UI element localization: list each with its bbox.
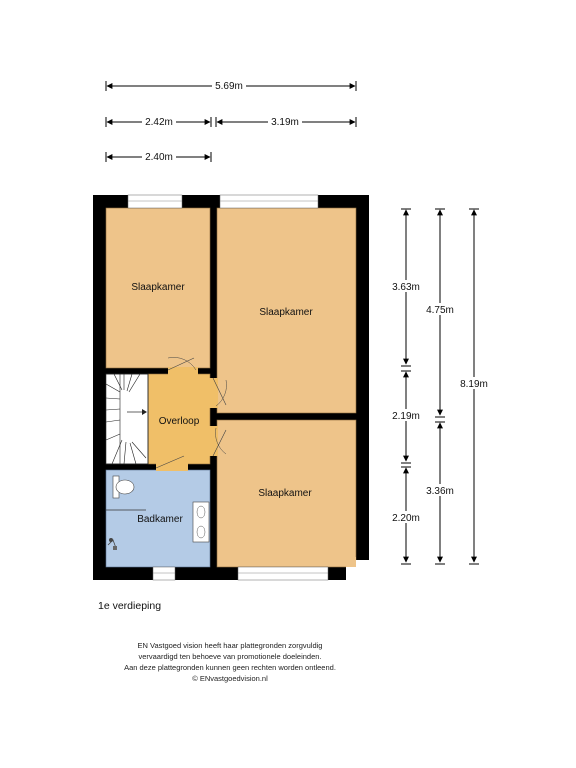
floor-name: 1e verdieping bbox=[98, 600, 162, 612]
room-label-bathroom: Badkamer bbox=[137, 514, 183, 525]
dim-label-right-a: 3.63m bbox=[392, 282, 420, 293]
window-top-left bbox=[128, 195, 182, 208]
dimension-right-total bbox=[457, 209, 491, 564]
dim-label-top-left: 2.42m bbox=[145, 117, 173, 128]
disclaimer-line-2: vervaardigd ten behoeve van promotionele doeleinden. bbox=[138, 652, 322, 661]
window-bottom-right bbox=[238, 567, 328, 580]
dim-label-right-b: 2.19m bbox=[392, 411, 420, 422]
disclaimer bbox=[0, 640, 460, 684]
disclaimer-line-4: © ENvastgoedvision.nl bbox=[192, 674, 268, 683]
dimension-top-right bbox=[216, 115, 356, 128]
dim-label-top-right: 3.19m bbox=[271, 117, 299, 128]
window-top-right bbox=[220, 195, 318, 208]
notch-floor bbox=[346, 557, 356, 567]
room-label-bedroom-top-right: Slaapkamer bbox=[259, 307, 313, 318]
room-label-bedroom-top-left: Slaapkamer bbox=[131, 282, 185, 293]
room-label-landing: Overloop bbox=[158, 416, 200, 427]
dimension-top-total bbox=[106, 79, 356, 92]
dimension-right-col2 bbox=[423, 209, 457, 564]
staircase bbox=[106, 374, 148, 464]
dimension-top-left bbox=[106, 115, 211, 128]
disclaimer-line-1: EN Vastgoed vision heeft haar plattegronden zorgvuldig bbox=[137, 641, 323, 650]
dimension-right-col1 bbox=[389, 209, 423, 564]
dim-label-right-c: 2.20m bbox=[392, 513, 420, 524]
dimension-top-inner bbox=[106, 150, 211, 163]
dim-label-right-total: 8.19m bbox=[460, 379, 488, 390]
disclaimer-line-3: Aan deze plattegronden kunnen geen rechten worden ontleend. bbox=[124, 663, 336, 672]
dim-label-top-inner: 2.40m bbox=[145, 152, 173, 163]
dim-label-top-total: 5.69m bbox=[215, 81, 243, 92]
window-bottom-left bbox=[153, 567, 175, 580]
room-label-bedroom-bottom-right: Slaapkamer bbox=[258, 488, 312, 499]
dim-label-right-d: 4.75m bbox=[426, 305, 454, 316]
sink-icon bbox=[193, 502, 209, 542]
dim-label-right-e: 3.36m bbox=[426, 486, 454, 497]
